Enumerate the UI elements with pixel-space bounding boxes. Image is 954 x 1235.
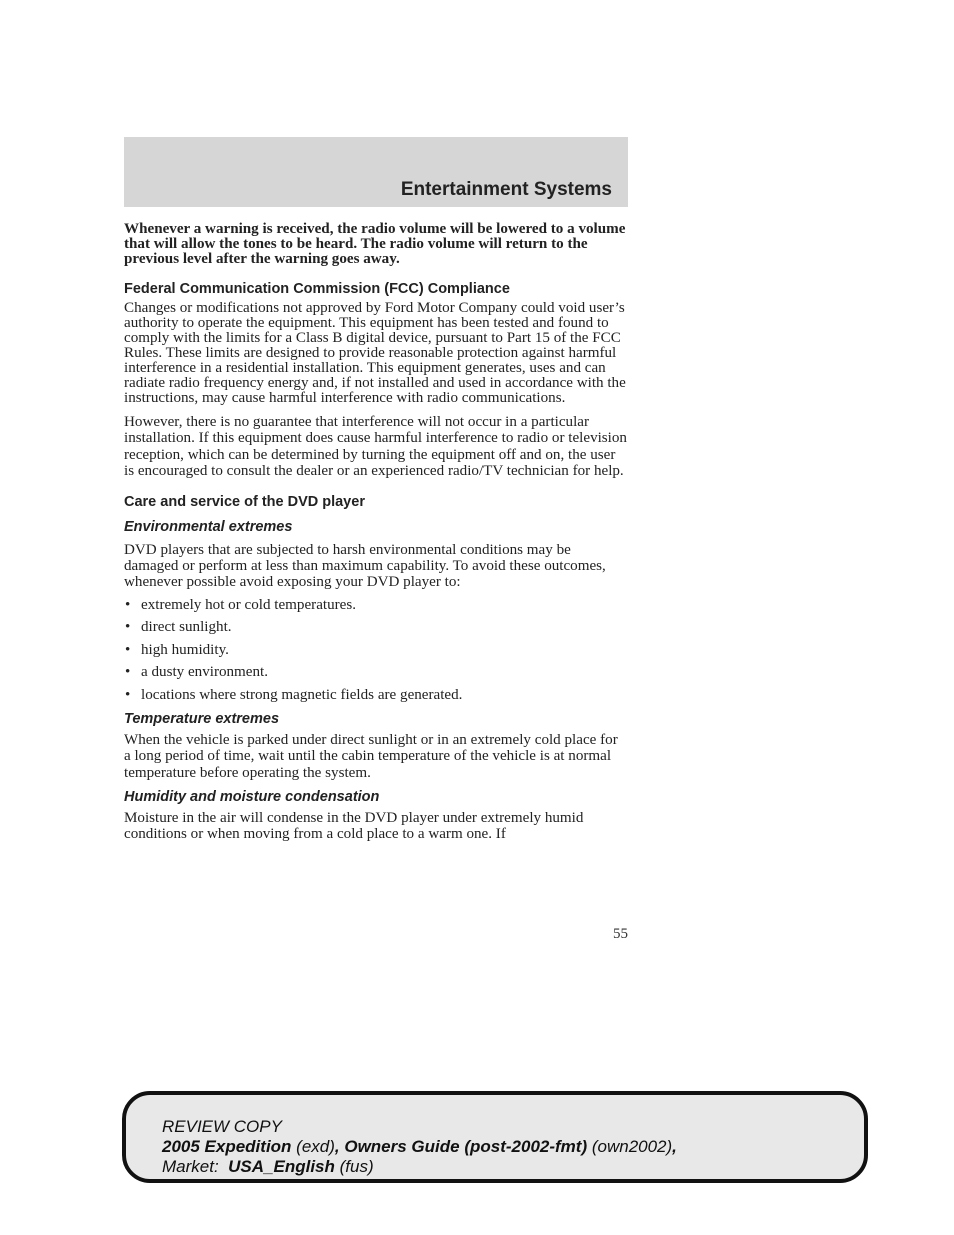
section-title: Entertainment Systems	[400, 179, 612, 200]
document-id-line: 2005 Expedition (exd), Owners Guide (post-2002-fmt) (own2002),	[162, 1137, 677, 1156]
list-item: • direct sunlight.	[125, 619, 232, 636]
bullet-icon: •	[125, 686, 131, 703]
list-item: • a dusty environment.	[125, 664, 269, 681]
fcc-paragraph-2: However, there is no guarantee that interference will not occur in a particular installation. If this equipment does cause harmful interference to radio or television reception, which can be determined by turning the equipment off and on, the user is encouraged to consult the dealer or an experienced radio/TV technician for help.	[124, 414, 627, 480]
humidity-heading: Humidity and moisture condensation	[124, 789, 380, 806]
fcc-paragraph-1: Changes or modifications not approved by Ford Motor Company could void user’s authority to operate the equipment. This equipment has been tested and found to comply with the limits for a Class B digital device, pursuant to Part 15 of the FCC Rules. These limits are designed to provide reasonable protection against harmful interference in a residential installation. This equipment generates, uses and can radiate radio frequency energy and, if not installed and used in accordance with the instructions, may cause harmful interference with radio communications.	[124, 300, 626, 406]
list-item: • locations where strong magnetic fields are generated.	[125, 686, 463, 703]
humidity-paragraph: Moisture in the air will condense in the DVD player under extremely humid conditions or when moving from a cold place to a warm one. If	[124, 810, 584, 843]
environment-bullet-list	[124, 598, 628, 703]
review-copy-box	[122, 1091, 868, 1183]
section-header-bar	[124, 137, 628, 207]
fcc-heading: Federal Communication Commission (FCC) Compliance	[124, 281, 510, 297]
bullet-icon: •	[125, 619, 131, 636]
market-line: Market: USA_English (fus)	[162, 1157, 374, 1176]
page-number: 55	[613, 926, 628, 942]
environmental-extremes-heading: Environmental extremes	[124, 518, 293, 535]
dvd-care-heading: Care and service of the DVD player	[124, 493, 365, 510]
temperature-paragraph: When the vehicle is parked under direct sunlight or in an extremely cold place for a long period of time, wait until the cabin temperature of the vehicle is at normal temperature before operating the system.	[124, 731, 618, 781]
page-content	[124, 222, 628, 857]
bullet-icon: •	[125, 664, 131, 681]
environmental-paragraph: DVD players that are subjected to harsh environmental conditions may be damaged or perform at less than maximum capability. To avoid these outcomes, whenever possible avoid exposing your DVD player to:	[124, 541, 606, 591]
review-copy-text	[162, 1117, 677, 1177]
review-copy-label: REVIEW COPY	[162, 1117, 282, 1136]
warning-paragraph: Whenever a warning is received, the radio volume will be lowered to a volume that will allow the tones to be heard. The radio volume will return to the previous level after the warning goes away.	[124, 221, 626, 267]
bullet-icon: •	[125, 596, 131, 613]
list-item: • high humidity.	[125, 641, 229, 658]
bullet-icon: •	[125, 641, 131, 658]
temperature-extremes-heading: Temperature extremes	[124, 710, 280, 727]
list-item: • extremely hot or cold temperatures.	[125, 596, 357, 613]
